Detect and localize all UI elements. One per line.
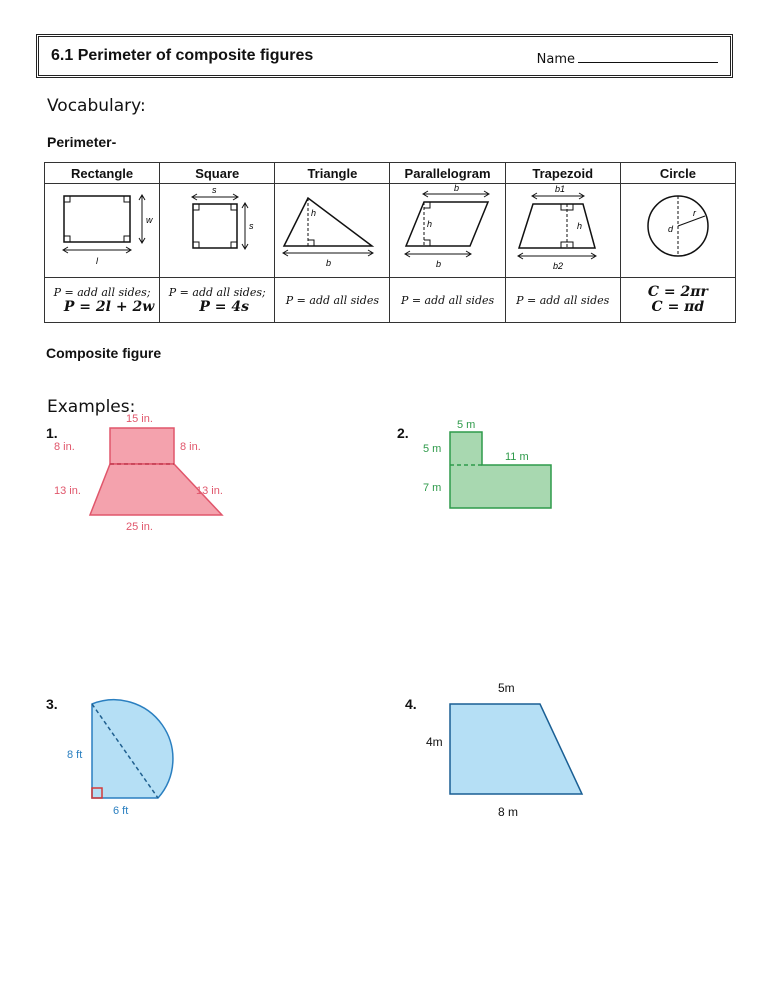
examples-heading: Examples:	[47, 397, 136, 417]
para-b-top-label: b	[453, 184, 459, 193]
perimeter-label: Perimeter-	[47, 134, 117, 150]
composite-figure-label: Composite figure	[46, 345, 162, 361]
rectangle-formula	[45, 278, 160, 323]
square-diagram-cell	[160, 184, 275, 278]
example-3-number: 3.	[46, 696, 58, 712]
vocabulary-heading: Vocabulary:	[47, 96, 146, 116]
para-b-bottom-label: b	[435, 259, 441, 269]
ex2-right-label: 11 m	[505, 451, 529, 463]
trapezoid-formula-line1: P = add all sides	[516, 293, 610, 307]
ex1-left-side-label: 8 in.	[54, 441, 75, 453]
ex2-top-label: 5 m	[457, 419, 476, 431]
example-4-number: 4.	[405, 696, 417, 712]
ex3-side-label: 8 ft	[67, 749, 83, 761]
ex1-right-side-label: 8 in.	[180, 441, 201, 453]
triangle-formula-line1: P = add all sides	[285, 293, 379, 307]
example-1-number: 1.	[46, 425, 58, 441]
shape-formula-table	[44, 162, 736, 323]
ex2-left-lower-label: 7 m	[423, 482, 442, 494]
header-triangle: Triangle	[275, 163, 390, 184]
example-2-number: 2.	[397, 425, 409, 441]
rectangle-diagram	[46, 184, 158, 272]
parallelogram-formula-line1: P = add all sides	[400, 293, 495, 307]
para-h-label: h	[426, 219, 432, 229]
header-rectangle: Rectangle	[45, 163, 160, 184]
square-s-top-label: s	[212, 185, 217, 195]
ex4-top-label: 5m	[498, 681, 515, 695]
example-3-figure	[55, 680, 225, 825]
rect-w-label: w	[146, 215, 153, 225]
circle-diagram	[622, 184, 734, 272]
square-s-side-label: s	[249, 221, 254, 231]
example-2-figure	[415, 412, 575, 512]
trapezoid-diagram	[507, 184, 619, 272]
circle-formula	[620, 278, 735, 323]
page-title: 6.1 Perimeter of composite figures	[51, 47, 314, 64]
square-diagram	[161, 184, 273, 272]
trap-b2-label: b2	[552, 261, 563, 271]
ex4-bottom-label: 8 m	[498, 805, 519, 819]
trap-h-label: h	[576, 221, 582, 231]
ex1-right-slant-label: 13 in.	[196, 485, 223, 497]
trapezoid-formula	[505, 278, 620, 323]
triangle-formula	[275, 278, 390, 323]
header-circle: Circle	[620, 163, 735, 184]
name-label: Name	[536, 52, 575, 67]
header-parallelogram: Parallelogram	[390, 163, 505, 184]
header-trapezoid: Trapezoid	[505, 163, 620, 184]
square-formula	[160, 278, 275, 323]
circle-diagram-cell	[620, 184, 735, 278]
circle-formula-line2: C = πd	[651, 299, 705, 315]
name-blank[interactable]	[578, 50, 718, 63]
triangle-diagram	[276, 184, 388, 272]
rectangle-formula-line1: P = add all sides;	[53, 286, 151, 299]
square-formula-line2: P = 4s	[199, 299, 250, 315]
title-box	[36, 34, 733, 78]
circ-r-label: r	[692, 208, 696, 218]
example-1-figure	[40, 410, 280, 535]
circle-formula-line1: C = 2πr	[647, 284, 708, 300]
rectangle-diagram-cell	[45, 184, 160, 278]
trap-b1-label: b1	[554, 184, 565, 194]
name-field[interactable]	[537, 50, 718, 67]
parallelogram-diagram	[392, 184, 504, 272]
ex1-bottom-label: 25 in.	[126, 521, 153, 533]
ex1-top-label: 15 in.	[126, 413, 153, 425]
ex1-left-slant-label: 13 in.	[54, 485, 81, 497]
tri-h-label: h	[311, 208, 317, 218]
ex3-bottom-label: 6 ft	[113, 805, 129, 817]
example-4-figure	[420, 676, 600, 821]
parallelogram-formula	[390, 278, 505, 323]
trapezoid-diagram-cell	[505, 184, 620, 278]
tri-b-label: b	[326, 258, 332, 268]
ex2-left-upper-label: 5 m	[423, 443, 442, 455]
ex4-side-label: 4m	[426, 735, 443, 749]
square-formula-line1: P = add all sides;	[168, 286, 266, 299]
circ-d-label: d	[667, 224, 673, 234]
triangle-diagram-cell	[275, 184, 390, 278]
header-square: Square	[160, 163, 275, 184]
parallelogram-diagram-cell	[390, 184, 505, 278]
rect-l-label: l	[96, 256, 99, 266]
rectangle-formula-line2: P = 2l + 2w	[63, 299, 155, 315]
